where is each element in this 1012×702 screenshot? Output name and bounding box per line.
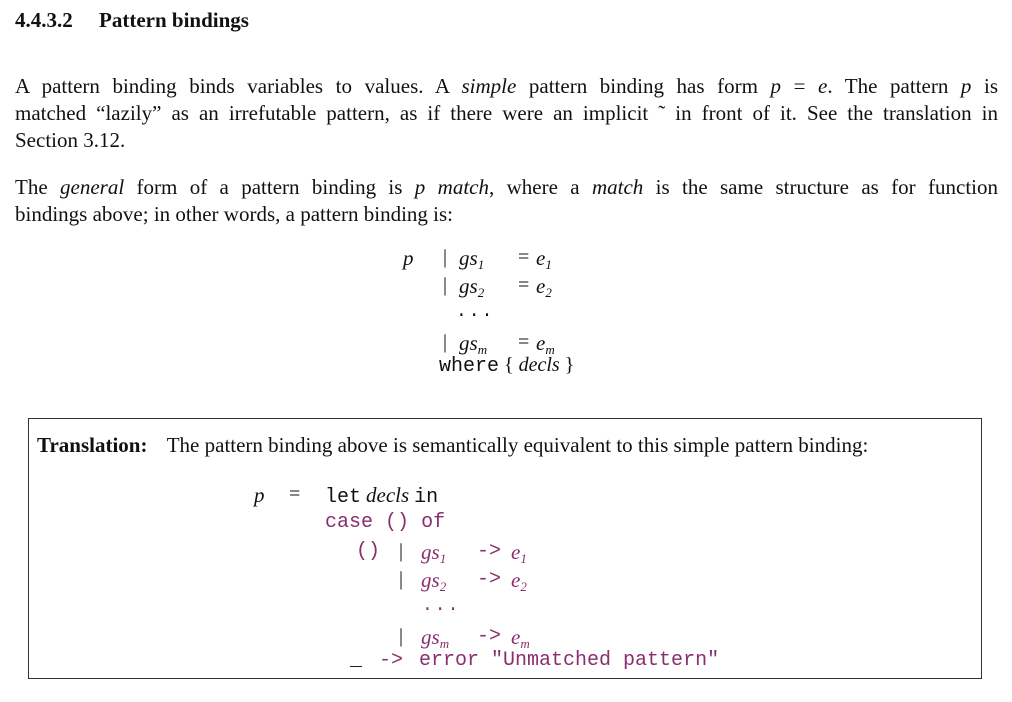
fallback-wildcard: _	[350, 649, 363, 672]
para1-var-p2: p	[960, 74, 972, 98]
alt-bar-1: |	[399, 540, 404, 562]
section-number: 4.4.3.2	[15, 8, 73, 32]
translation-description: The pattern binding above is semantically equivalent to this simple pattern binding:	[166, 433, 869, 457]
paragraph-simple-binding	[15, 73, 998, 154]
alt-expr-m: $e_m$	[511, 625, 530, 651]
keyword-case: case	[325, 511, 374, 534]
translation-box	[28, 418, 982, 679]
para2-match-term: match	[591, 175, 644, 199]
translation-decls: decls	[366, 483, 410, 507]
translation-let-line	[325, 483, 438, 509]
alt-guard-2: $gs_2$	[421, 568, 447, 594]
grammar-guard-2: $gs_2$	[459, 274, 485, 300]
paragraph-general-binding	[15, 174, 998, 228]
para1-text-f: is	[971, 74, 998, 98]
para2-text-e: , where a	[488, 175, 592, 199]
para2-general-term: general	[60, 175, 125, 199]
grammar-bar-m: |	[443, 331, 448, 353]
para1-var-p: p	[770, 74, 782, 98]
para1-var-e: e	[818, 74, 828, 98]
keyword-where: where	[439, 355, 500, 378]
para1-simple-term: simple	[461, 74, 517, 98]
para2-text-g: is the same structure as for function	[643, 175, 999, 199]
translation-label: Translation:	[37, 433, 148, 457]
grammar-eq-m: =	[518, 331, 530, 353]
translation-header	[37, 433, 868, 458]
para1-text-c: pattern binding has form	[516, 74, 771, 98]
para1-line2: matched “lazily” as an irrefutable pattern, as if there were an implicit ˜ in front of it. See the translation in	[15, 101, 998, 125]
grammar-decls: decls	[518, 354, 560, 376]
grammar-pattern-p: p	[403, 246, 414, 270]
grammar-guard-m: $gs_m$	[459, 331, 488, 357]
translation-case-line	[325, 511, 445, 534]
alt-unit-pattern: ()	[356, 540, 381, 563]
para2-line1	[15, 174, 998, 201]
alt-expr-2: $e_2$	[511, 568, 527, 594]
section-heading	[15, 8, 249, 33]
grammar-guard-1: $gs_1$	[459, 246, 485, 272]
grammar-eq-1: =	[518, 246, 530, 268]
fallback-error-call	[419, 649, 719, 672]
keyword-of: of	[421, 511, 446, 534]
grammar-expr-1: $e_1$	[536, 246, 552, 272]
para1-line1	[15, 73, 998, 100]
para1-text-a: A pattern binding binds variables to values. A	[15, 74, 462, 98]
alt-arrow-m: ->	[477, 625, 502, 648]
grammar-where-clause: where { decls }	[439, 354, 575, 378]
alt-arrow-1: ->	[477, 540, 502, 563]
section-title: Pattern bindings	[99, 8, 249, 32]
para2-p-match: p match	[414, 175, 489, 199]
grammar-bar-1: |	[443, 246, 448, 268]
grammar-ellipsis: ...	[456, 302, 495, 322]
alt-guard-m: $gs_m$	[421, 625, 450, 651]
para2-line2: bindings above; in other words, a pattern binding is:	[15, 202, 454, 226]
para1-text-d: . The pattern	[827, 74, 961, 98]
para2-text-a: The	[15, 175, 61, 199]
grammar-expr-m: $e_m$	[536, 331, 555, 357]
para1-line3: Section 3.12.	[15, 128, 126, 152]
error-message-string: "Unmatched pattern"	[491, 649, 720, 672]
para2-text-c: form of a pattern binding is	[124, 175, 415, 199]
para1-eq: =	[781, 74, 819, 98]
grammar-eq-2: =	[518, 274, 530, 296]
grammar-expr-2: $e_2$	[536, 274, 552, 300]
translation-pattern-p: p	[254, 483, 265, 507]
alt-guard-1: $gs_1$	[421, 540, 447, 566]
alt-bar-2: |	[399, 568, 404, 590]
grammar-bar-2: |	[443, 274, 448, 296]
alt-expr-1: $e_1$	[511, 540, 527, 566]
alt-bar-m: |	[399, 625, 404, 647]
keyword-let: let	[325, 486, 362, 509]
alt-ellipsis: ...	[422, 596, 461, 616]
keyword-in: in	[414, 486, 439, 509]
alt-arrow-2: ->	[477, 568, 502, 591]
fallback-arrow: ->	[379, 649, 404, 672]
translation-eq: =	[289, 483, 301, 505]
case-scrutinee-unit: ()	[385, 511, 410, 534]
keyword-error: error	[419, 649, 480, 672]
